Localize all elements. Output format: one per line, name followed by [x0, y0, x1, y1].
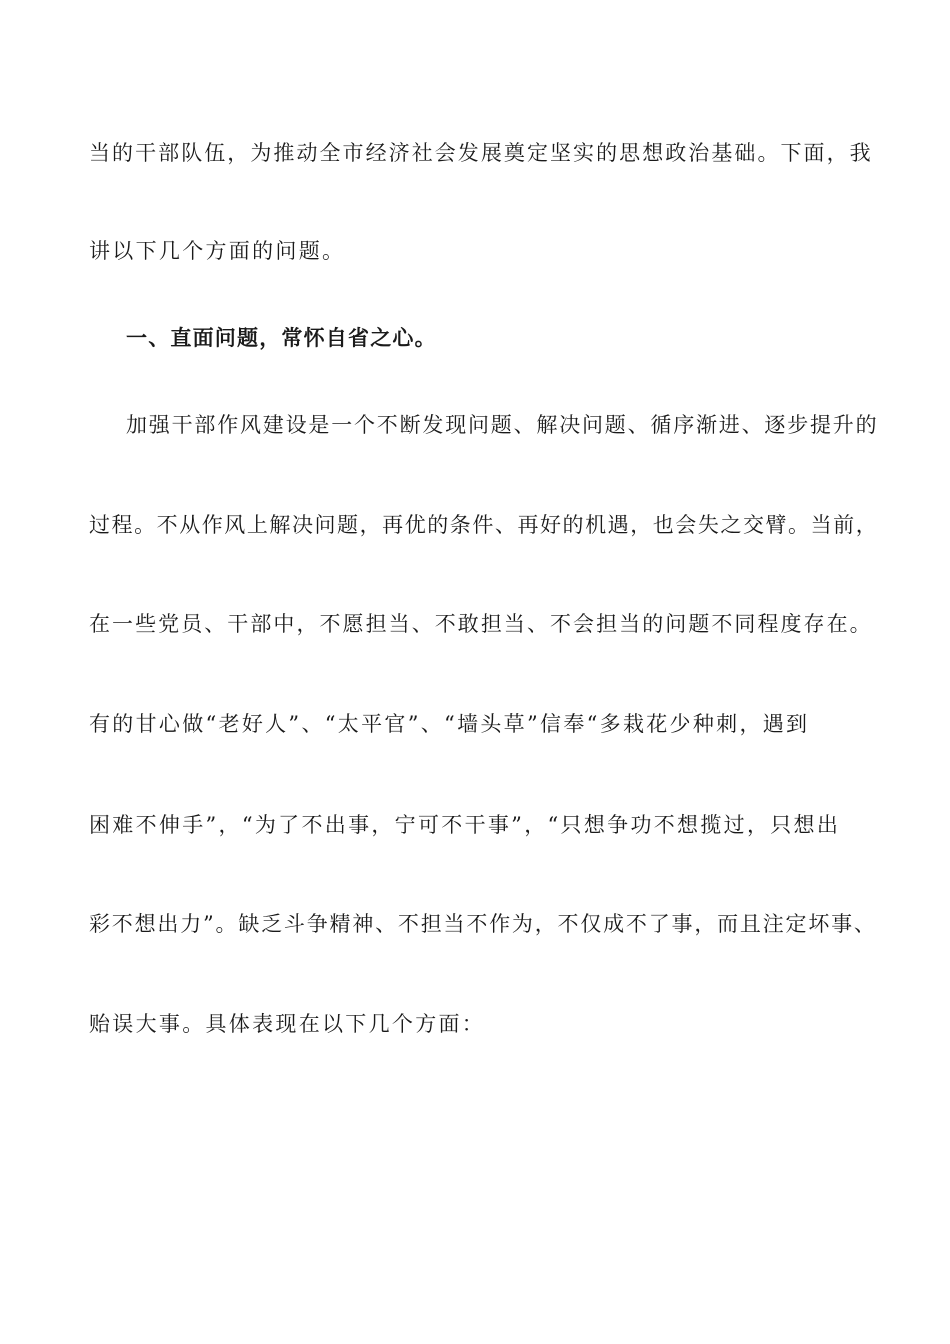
paragraph-line: 加强干部作风建设是一个不断发现问题、解决问题、循序渐进、逐步提升的 — [126, 413, 879, 437]
paragraph-line: 过程。不从作风上解决问题，再优的条件、再好的机遇，也会失之交臂。当前， — [89, 513, 879, 537]
paragraph-line: 有的甘心做“老好人”、“太平官”、“墙头草”信奉“多栽花少种刺，遇到 — [89, 712, 810, 736]
paragraph-line: 在一些党员、干部中，不愿担当、不敢担当、不会担当的问题不同程度存在。 — [89, 612, 873, 636]
paragraph-line: 贻误大事。具体表现在以下几个方面： — [89, 1012, 486, 1036]
section-heading: 一、直面问题，常怀自省之心。 — [126, 325, 437, 350]
paragraph-line: 彩不想出力”。缺乏斗争精神、不担当不作为，不仅成不了事，而且注定坏事、 — [89, 912, 877, 936]
paragraph-line: 当的干部队伍，为推动全市经济社会发展奠定坚实的思想政治基础。下面，我 — [89, 141, 873, 165]
paragraph-line: 困难不伸手”，“为了不出事，宁可不干事”，“只想争功不想揽过，只想出 — [89, 813, 841, 837]
paragraph-line: 讲以下几个方面的问题。 — [89, 239, 346, 263]
